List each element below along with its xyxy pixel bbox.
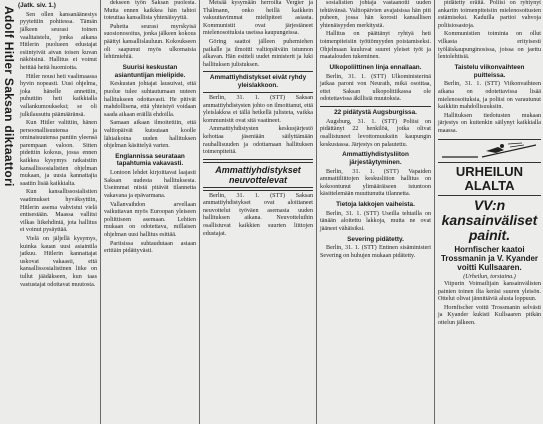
column-2 (102, 0, 198, 424)
sport-byline: (Urheilun, torstaina.) (463, 273, 516, 280)
column-2-body-mid (102, 81, 198, 150)
ski-jumper-icon (438, 141, 540, 161)
paragraph: Kun Hitler valittiin, hänen persoonallisuutensa ja ominaisuutensa pantiin yleensä parempaan valoon. Sitten pidettiin kokous, jossa ennen kaikkea kysymys ratkaistiin kansallissosialistien ohjelman mukaan, ja uusia kannattajia saatiin lisää kaikkialta. (20, 120, 97, 187)
subheading: Englannissa seurataan tapahtumia vakavasti. (115, 152, 185, 168)
paragraph: Berlin, 31. 1. (STT) Saksan ammattiyhdistysten johto on ilmoittanut, että yleislakkoa ei tällä hetkellä julisteta, vaikka kommunistit ovat sitä vaatineet. (203, 94, 313, 124)
paragraph: dekseen työn Saksan puolesta. Mutta ennen kaikkea hän tahtoi toteuttaa kansallista yhtenäisyyttä. (104, 0, 196, 22)
column-rule (434, 0, 435, 424)
column-rule (199, 0, 200, 424)
subheading: Taistelu viikonvaihteen puitteissa. (454, 63, 525, 79)
column-4-body-final (318, 245, 433, 260)
column-2-body-low (102, 170, 198, 256)
paragraph: Kommunistien toiminta on ollut vilkasta erityisesti työläiskaupunginosissa, joissa on jaettu lentolehtisiä. (438, 31, 541, 61)
paragraph: Hallitus on päättänyt ryhtyä heti toimenpiteisiin työttömyyden poistamiseksi. Ohjelmaan kuuluvat suuret yleiset työt ja maatalouden tukeminen. (320, 31, 431, 61)
paragraph: Berlin, 31. 1. (STT) Saksan ammattiyhdistykset ovat aloittaneet neuvottelut työväen asemasta uuden hallituksen aikana. Neuvotteluihin osallistuvat kaikkien suurten liittojen edustajat. (203, 192, 313, 237)
paragraph: Berlin, 31. 1. (STT) Viikonvaihteen aikana on odotettavissa lisää mielenosoituksia, ja poliisi on varautunut kaikkiin mahdollisuuksiin. (438, 81, 541, 111)
column-3-body (201, 0, 315, 69)
paragraph: Samaan aikaan ilmoitettiin, että valtiopäivät kutsutaan koolle lähiaikoina uuden hallituksen ohjelman käsittelyä varten. (104, 120, 196, 150)
paragraph: Hitler nousi heti vaalimaassa hyvin nopeasti. Uusi ohjelma, joka hänelle annettiin, puhuttiin heti kaikkialla vallankumoukseksi; se oli julkilausuttu päämääränsä. (20, 73, 97, 118)
subheading: Ammattiyhdistykset eivät ryhdy yleislakkoon. (209, 74, 307, 90)
divider (438, 195, 541, 196)
paragraph: Berlin, 31. 1. (STT) Ulkoministerinä jatkaa paroni von Neurath, mikä osoittaa, ettei Saksan ulkopolitiikassa ole odotettavissa äkillisiä muutoksia. (320, 73, 431, 103)
paragraph: Göring saattoi jälleen puhemiehen paikalle ja ilmoitti valtiopäiväin istunnon alkavan. Hän esitteli uudet ministerit ja luki hallituksen julistuksen. (203, 38, 313, 68)
paragraph: Lontoon lehdet kirjoittavat laajasti Saksan uudesta hallituksesta. Useimmat niistä pitävät tilannetta vakavana ja epävarmana. (104, 170, 196, 200)
column-4-body-end (318, 169, 433, 199)
divider (203, 92, 313, 93)
paragraph: Berlin, 31. 1. (STT) Entinen sisäministeri Severing on huhujen mukaan pidätetty. (320, 245, 431, 260)
continued-note: (Jatk. siv. 1.) (18, 2, 56, 9)
subheading: 22 pidätystä Augsburgissa. (334, 108, 417, 116)
subheading: Ulkopoliittinen linja ennallaan. (329, 63, 422, 71)
paragraph: Viipurin Voimailijain kansainvälisten painien toinen ilta keräsi suuren yleisön. Ottelut olivat jännittäviä alusta loppuun. (438, 281, 541, 303)
column-3 (201, 0, 315, 424)
paragraph: Vielä on jäljellä kysymys, kuinka kauan uusi asiaintila jatkuu. Hitlerin kannattajat uskovat vakaasti, että kansallissosialistinen liike on tullut jäädäkseen, kun taas vastustajat odottavat muutosta. (20, 236, 97, 288)
column-4-body-tail (318, 211, 433, 234)
subheading-large: Ammattiyhdistykset neuvottelevat (215, 164, 301, 185)
sport-body (436, 281, 543, 328)
paragraph: Sen ollen kansanäänestys pyytettiin pohtiessa. Tämän jälkeen seurasi toinen vaalitaistelu, jonka aikana Hitlerin puolueen edustajat esiintyivät aivan toisen kuvan näköisinä. Hallitus ei voinut heittää heitä huomiotta. (20, 11, 97, 71)
paragraph: Kun kansallissosialistien vaatimukset hyväksyttiin, Hitlerin asema vahvistui vielä entisestään. Maassa vallitsi vilkas liikehdintä, jota hallitus ei voinut pysäyttää. (20, 189, 97, 234)
column-rule (316, 0, 317, 424)
paragraph: Keskustan johtajat lausuivat, että puolue tulee suhtautumaan uuteen hallitukseen odottavasti. He pitivät mahdollisena, että yhteistyö voidaan saada aikaan eräillä ehdoilla. (104, 81, 196, 118)
sport-section-header: URHEILUN ALALTA (455, 163, 524, 193)
divider (203, 187, 313, 191)
paragraph: Berlin, 31. 1. (STT) Vapaiden ammattiliittojen keskusliiton hallitus on kokoontunut ylimääräiseen istuntoon käsittelemään muuttunutta tilannetta. (320, 168, 431, 198)
sport-headline: VV:n kansainväliset painit. (441, 196, 538, 243)
divider (203, 159, 313, 163)
paragraph: Berlin, 31. 1. (STT) Useilla tehtailla on tänään aloitettu lakkoja, mutta ne ovat jääneet vähäisiksi. (320, 210, 431, 233)
column-4-body-mid (318, 74, 433, 104)
column-5 (436, 0, 543, 424)
subheading: Ammattiyhdistysliiton järjestäytyminen. (342, 151, 409, 166)
divider (320, 106, 431, 107)
column-4-body-low (318, 119, 433, 149)
divider (203, 71, 313, 72)
paragraph: Vallanvaihdon arvellaan vaikuttavan myös Euroopan yleiseen poliittiseen asemaan. Lehtien mukaan on odotettava, millaisen ohjelman uusi hallitus esittää. (104, 201, 196, 239)
paragraph: Pariisissa suhtaudutaan asiaan erittäin pidättyvästi. (104, 240, 196, 255)
column-2-body (102, 0, 198, 62)
paragraph: Puhetta seurasi myrskyisä suosionosoitus, jonka jälkeen kokous päättyi kansallislauluun. Kokoukseen oli saapunut myös ulkomaisia lehtimiehiä. (104, 23, 196, 61)
paragraph: Metsää kysymään herroilta Vergier ja Thälmann, onko heillä kaikkein vakuuttavimmat mielipiteet asiasta. Kommunistit ovat järjestäneet mielenosoituksia useissa kaupungeissa. (203, 0, 313, 37)
paragraph: pidätetty eräitä. Poliisi on ryhtynyt ankariin toimenpiteisiin mielenosoitusten estämiseksi. Kaduilla partioi vahvoja poliisiosastoja. (438, 0, 541, 29)
subheading: Suurisi keskustan asiantuntijan mielipide. (114, 63, 186, 79)
subheading: Severing pidätetty. (347, 235, 404, 243)
column-5-body (436, 0, 543, 62)
column-3-body-mid (201, 95, 315, 157)
column-3-body-low (201, 193, 315, 239)
sport-logo (438, 139, 541, 163)
column-4 (318, 0, 433, 424)
subheading: Tietoja lakkojen vaiheista. (336, 201, 415, 209)
paragraph: Hornfischer voitti Trossmanin selvästi ja Kyander kukisti Kullsaaren pitkän ottelun jälkeen. (438, 304, 541, 327)
column-5-body-mid (436, 81, 543, 135)
column-1-body (18, 12, 99, 289)
sport-deck: Hornfischer kaatoi Trossmanin ja V. Kyander voitti Kullsaaren. (440, 244, 539, 272)
paragraph: Hallituksen tiedotusten mukaan järjestys on kuitenkin säilynyt kaikkialla maassa. (438, 112, 541, 134)
paragraph: Ammattiyhdistysten keskusjärjestö kehottaa jäseniään säilyttämään rauhallisuuden ja odottamaan hallituksen toimenpiteitä. (203, 126, 313, 156)
paragraph: sosialistien johtaja vastaanotti uuden tehtävänsä. Valtiopäivien avajaisissa hän piti puheen, jossa hän korosti kansallisen yhtenäisyyden merkitystä. (320, 0, 431, 29)
column-rule (100, 0, 101, 424)
column-1 (2, 0, 99, 424)
vertical-headline: Adolf Hitler Saksan diktaattori (2, 6, 16, 187)
column-4-body (318, 0, 433, 62)
paragraph: Augsburg, 31. 1. (STT) Poliisi on pidättänyt 22 henkilöä, jotka olivat osallistuneet levottomuuksiin kaupungin keskustassa. Järjestys on palautettu. (320, 118, 431, 148)
